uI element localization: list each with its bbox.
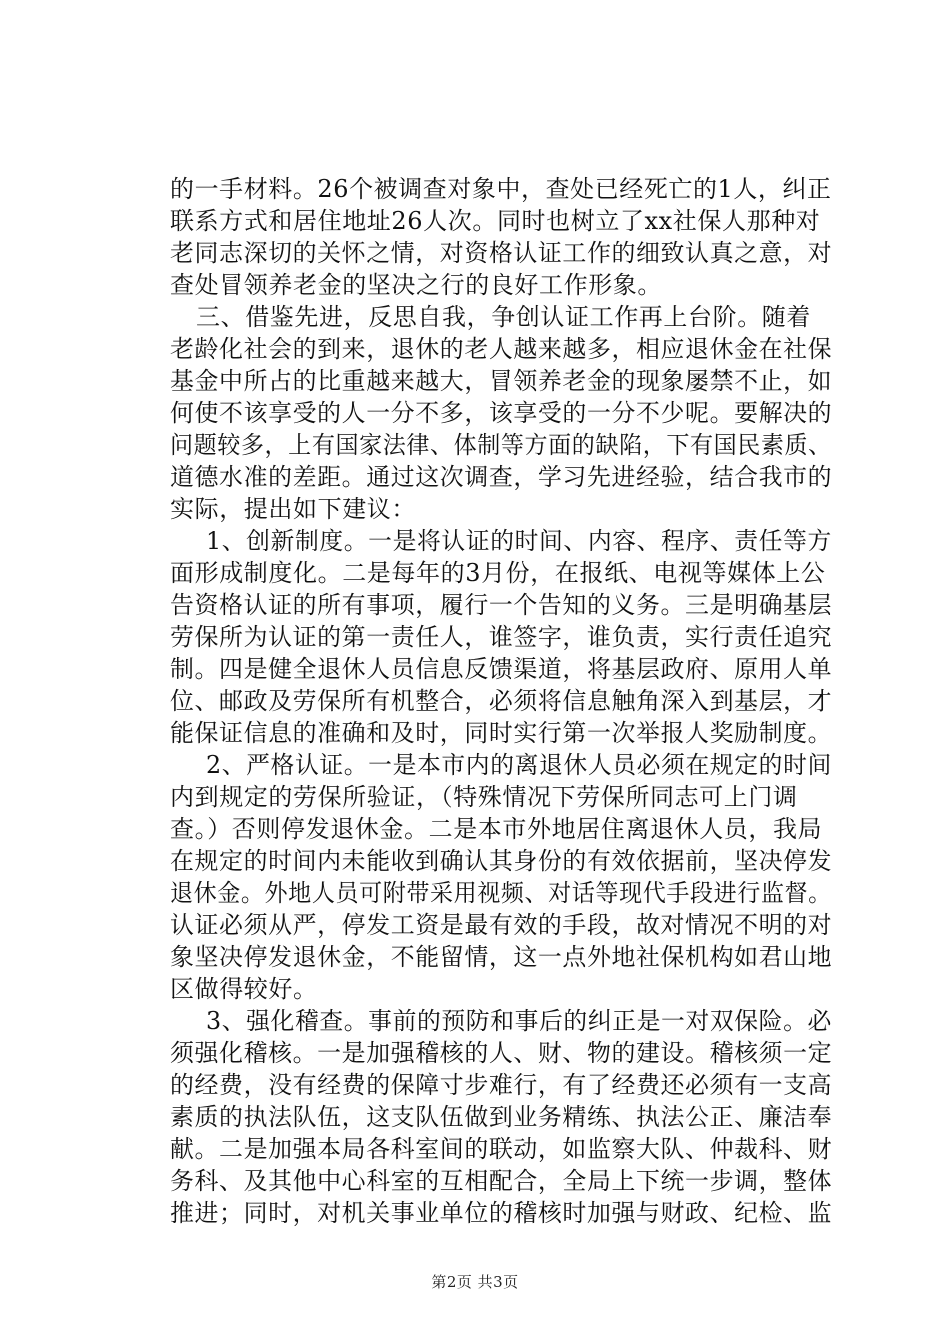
body-line-29: 的经费，没有经费的保障寸步难行，有了经费还必须有一支高 [170, 1071, 833, 1099]
section-heading-line: 三、借鉴先进，反思自我，争创认证工作再上台阶。随着 [196, 303, 811, 331]
body-line-21: 查。）否则停发退休金。二是本市外地居住离退休人员，我局 [170, 815, 823, 843]
body-line-32: 务科、及其他中心科室的互相配合，全局上下统一步调，整体 [170, 1167, 833, 1195]
body-line-1: 的一手材料。26个被调查对象中，查处已经死亡的1人，纠正 [170, 175, 832, 203]
body-line-25: 象坚决停发退休金，不能留情，这一点外地社保机构如君山地 [170, 943, 833, 971]
list-item-3-line: 3、强化稽查。事前的预防和事后的纠正是一对双保险。必 [206, 1007, 832, 1035]
body-line-22: 在规定的时间内未能收到确认其身份的有效依据前，坚决停发 [170, 847, 833, 875]
body-line-2: 联系方式和居住地址26人次。同时也树立了xx社保人那种对 [170, 207, 821, 235]
body-line-4: 查处冒领养老金的坚决之行的良好工作形象。 [170, 271, 662, 299]
body-line-16: 制。四是健全退休人员信息反馈渠道，将基层政府、原用人单 [170, 655, 833, 683]
body-line-3: 老同志深切的关怀之情，对资格认证工作的细致认真之意，对 [170, 239, 833, 267]
list-item-2-line: 2、严格认证。一是本市内的离退休人员必须在规定的时间 [206, 751, 832, 779]
body-line-23: 退休金。外地人员可附带采用视频、对话等现代手段进行监督。 [170, 879, 832, 907]
body-line-33: 推进；同时，对机关事业单位的稽核时加强与财政、纪检、监 [170, 1199, 833, 1227]
body-line-7: 基金中所占的比重越来越大，冒领养老金的现象屡禁不止，如 [170, 367, 833, 395]
body-line-13: 面形成制度化。二是每年的3月份，在报纸、电视等媒体上公 [170, 559, 826, 587]
body-line-30: 素质的执法队伍，这支队伍做到业务精练、执法公正、廉洁奉 [170, 1103, 833, 1131]
body-line-11: 实际，提出如下建议： [170, 495, 416, 523]
body-line-18: 能保证信息的准确和及时，同时实行第一次举报人奖励制度。 [170, 719, 833, 747]
body-line-26: 区做得较好。 [170, 975, 318, 1003]
body-line-8: 何使不该享受的人一分不多，该享受的一分不少呢。要解决的 [170, 399, 833, 427]
body-line-10: 道德水准的差距。通过这次调查，学习先进经验，结合我市的 [170, 463, 833, 491]
body-line-24: 认证必须从严，停发工资是最有效的手段，故对情况不明的对 [170, 911, 833, 939]
body-line-17: 位、邮政及劳保所有机整合，必须将信息触角深入到基层，才 [170, 687, 833, 715]
body-line-31: 献。二是加强本局各科室间的联动，如监察大队、仲裁科、财 [170, 1135, 833, 1163]
body-line-6: 老龄化社会的到来，退休的老人越来越多，相应退休金在社保 [170, 335, 833, 363]
body-line-9: 问题较多，上有国家法律、体制等方面的缺陷，下有国民素质、 [170, 431, 832, 459]
body-line-28: 须强化稽核。一是加强稽核的人、财、物的建设。稽核须一定 [170, 1039, 833, 1067]
list-item-1-line: 1、创新制度。一是将认证的时间、内容、程序、责任等方 [206, 527, 832, 555]
page-number-footer: 第2页 共3页 [431, 1273, 519, 1291]
body-line-20: 内到规定的劳保所验证，（特殊情况下劳保所同志可上门调 [170, 783, 798, 811]
body-line-14: 告资格认证的所有事项，履行一个告知的义务。三是明确基层 [170, 591, 833, 619]
body-line-15: 劳保所为认证的第一责任人，谁签字，谁负责，实行责任追究 [170, 623, 833, 651]
